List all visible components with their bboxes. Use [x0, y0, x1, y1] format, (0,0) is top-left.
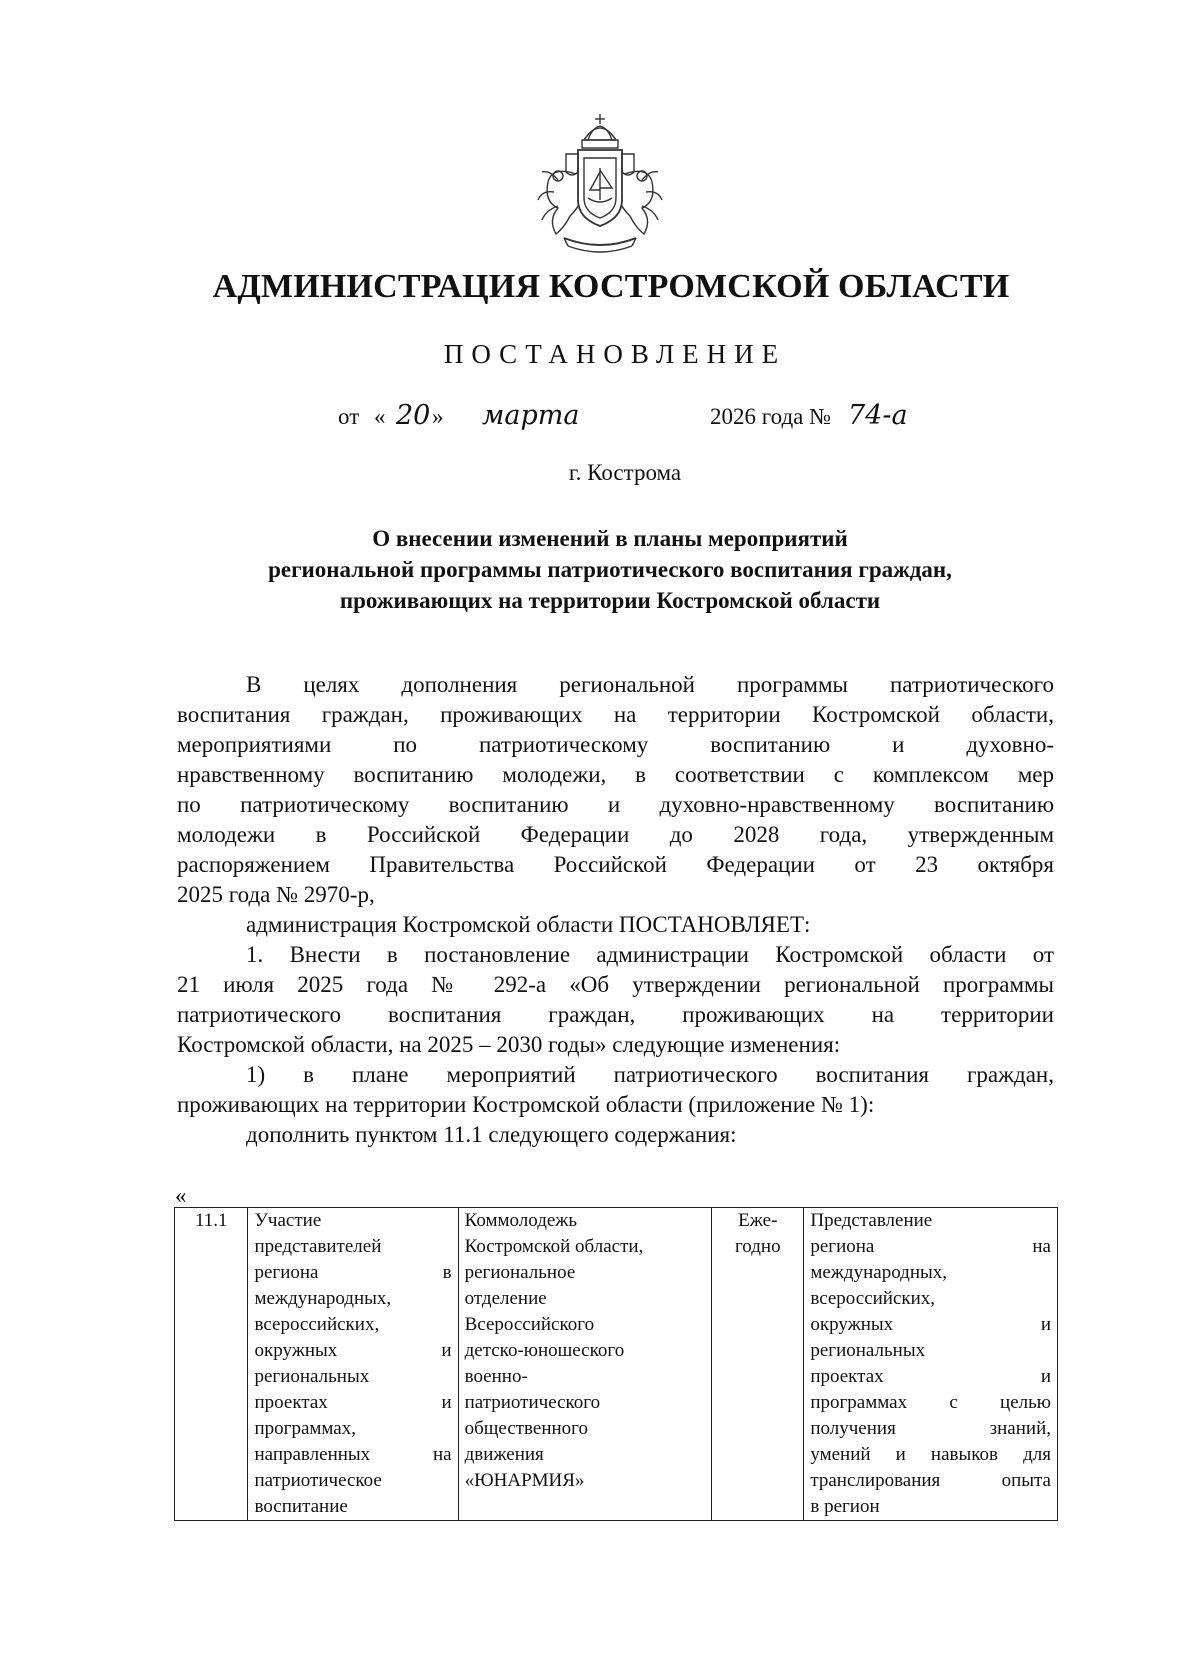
- cell-line: направленных на: [254, 1444, 452, 1465]
- item-1-paragraph: [177, 940, 1054, 1060]
- text-line: патриотического воспитания граждан, проживающих на территории: [177, 1002, 1054, 1027]
- subject-line: О внесении изменений в планы мероприятий: [372, 526, 848, 551]
- resolution-phrase: администрация Костромской области ПОСТАНОВЛЯЕТ:: [246, 912, 811, 937]
- date-prefix: от: [338, 404, 360, 429]
- cell-line: представителей: [254, 1236, 382, 1257]
- cell-line: международных,: [810, 1262, 947, 1283]
- plan-table: [174, 1207, 1058, 1521]
- cell-line: окружных и: [254, 1340, 452, 1361]
- cell-line: Костромской области,: [464, 1236, 644, 1257]
- cell-line: транслирования опыта: [810, 1470, 1051, 1491]
- cell-line: региональных: [810, 1340, 926, 1361]
- cell-line: всероссийских,: [254, 1314, 380, 1335]
- text-line: молодежи в Российской Федерации до 2028 года, утвержденным: [177, 822, 1054, 847]
- cell-line: общественного: [464, 1418, 588, 1439]
- document-body: [177, 670, 1054, 1150]
- cell-line: годно: [734, 1236, 781, 1257]
- table-row: [175, 1208, 1058, 1521]
- cell-period: [712, 1208, 804, 1521]
- cell-line: умений и навыков для: [810, 1444, 1051, 1465]
- document-type: ПОСТАНОВЛЕНИЕ: [443, 339, 787, 369]
- quote-open: «: [175, 1183, 187, 1208]
- cell-line: Всероссийского: [464, 1314, 595, 1335]
- cell-line: всероссийских,: [810, 1288, 936, 1309]
- cell-line: окружных и: [810, 1314, 1051, 1335]
- cell-line: Участие: [254, 1210, 322, 1231]
- cell-line: проектах и: [810, 1366, 1051, 1387]
- text-line: 2025 года № 2970-р,: [177, 882, 375, 907]
- date-day-handwritten: 20: [396, 400, 431, 431]
- date-month-handwritten: марта: [482, 400, 580, 431]
- cell-line: детско-юношеского: [464, 1340, 625, 1361]
- cell-line: Представление: [810, 1210, 933, 1231]
- addition-paragraph: дополнить пунктом 11.1 следующего содержания:: [246, 1122, 737, 1147]
- cell-line: отделение: [464, 1288, 547, 1309]
- text-line: В целях дополнения региональной программы патриотического: [246, 672, 1054, 697]
- cell-line: программах с целью: [810, 1392, 1051, 1413]
- cell-line: движения: [464, 1444, 544, 1465]
- organization-title: АДМИНИСТРАЦИЯ КОСТРОМСКОЙ ОБЛАСТИ: [212, 268, 1010, 305]
- cell-line: региона в: [254, 1262, 452, 1283]
- cell-line: военно-: [464, 1366, 528, 1387]
- date-number-line: [338, 400, 998, 440]
- subject-line: проживающих на территории Костромской области: [339, 588, 881, 613]
- text-line: мероприятиями по патриотическому воспитанию и духовно-: [177, 732, 1054, 757]
- text-line: по патриотическому воспитанию и духовно-нравственному воспитанию: [177, 792, 1054, 817]
- text-line: Костромской области, на 2025 – 2030 годы» следующие изменения:: [177, 1032, 841, 1057]
- text-line: проживающих на территории Костромской области (приложение № 1):: [177, 1092, 875, 1117]
- cell-line: воспитание: [254, 1496, 348, 1517]
- subitem-1-paragraph: [177, 1060, 1054, 1120]
- cell-line: региональное: [464, 1262, 576, 1283]
- text-line: 21 июля 2025 года № 292-а «Об утверждении региональной программы: [177, 972, 1054, 997]
- cell-line: патриотическое: [254, 1470, 382, 1491]
- cell-line: патриотического: [464, 1392, 601, 1413]
- date-close-quote: »: [432, 404, 444, 429]
- text-line: 1. Внести в постановление администрации Костромской области от: [246, 942, 1054, 967]
- cell-line: «ЮНАРМИЯ»: [464, 1470, 585, 1491]
- text-line: воспитания граждан, проживающих на территории Костромской области,: [177, 702, 1054, 727]
- cell-line: проектах и: [254, 1392, 452, 1413]
- date-open-quote: «: [374, 404, 386, 429]
- text-line: распоряжением Правительства Российской Федерации от 23 октября: [177, 852, 1054, 877]
- text-line: нравственному воспитанию молодежи, в соответствии с комплексом мер: [177, 762, 1054, 787]
- subject-line: региональной программы патриотического воспитания граждан,: [268, 557, 952, 582]
- document-number-handwritten: 74-а: [848, 400, 908, 431]
- text-line: 1) в плане мероприятий патриотического воспитания граждан,: [246, 1062, 1054, 1087]
- cell-line: международных,: [254, 1288, 392, 1309]
- coat-of-arms-icon: [528, 110, 672, 260]
- cell-number: 11.1: [175, 1208, 248, 1521]
- preamble-paragraph: [177, 670, 1054, 910]
- date-year-label: 2026 года №: [710, 404, 832, 429]
- cell-line: региона на: [810, 1236, 1051, 1257]
- cell-line: в регион: [810, 1496, 880, 1517]
- cell-event: [248, 1208, 458, 1521]
- cell-line: региональных: [254, 1366, 370, 1387]
- cell-line: получения знаний,: [810, 1418, 1051, 1439]
- cell-line: программах,: [254, 1418, 356, 1439]
- city: г. Кострома: [568, 460, 682, 485]
- document-subject: [140, 523, 1080, 616]
- cell-result: [804, 1208, 1058, 1521]
- cell-line: Еже-: [738, 1210, 778, 1231]
- cell-line: Коммолодежь: [464, 1210, 578, 1231]
- cell-executor: [458, 1208, 712, 1521]
